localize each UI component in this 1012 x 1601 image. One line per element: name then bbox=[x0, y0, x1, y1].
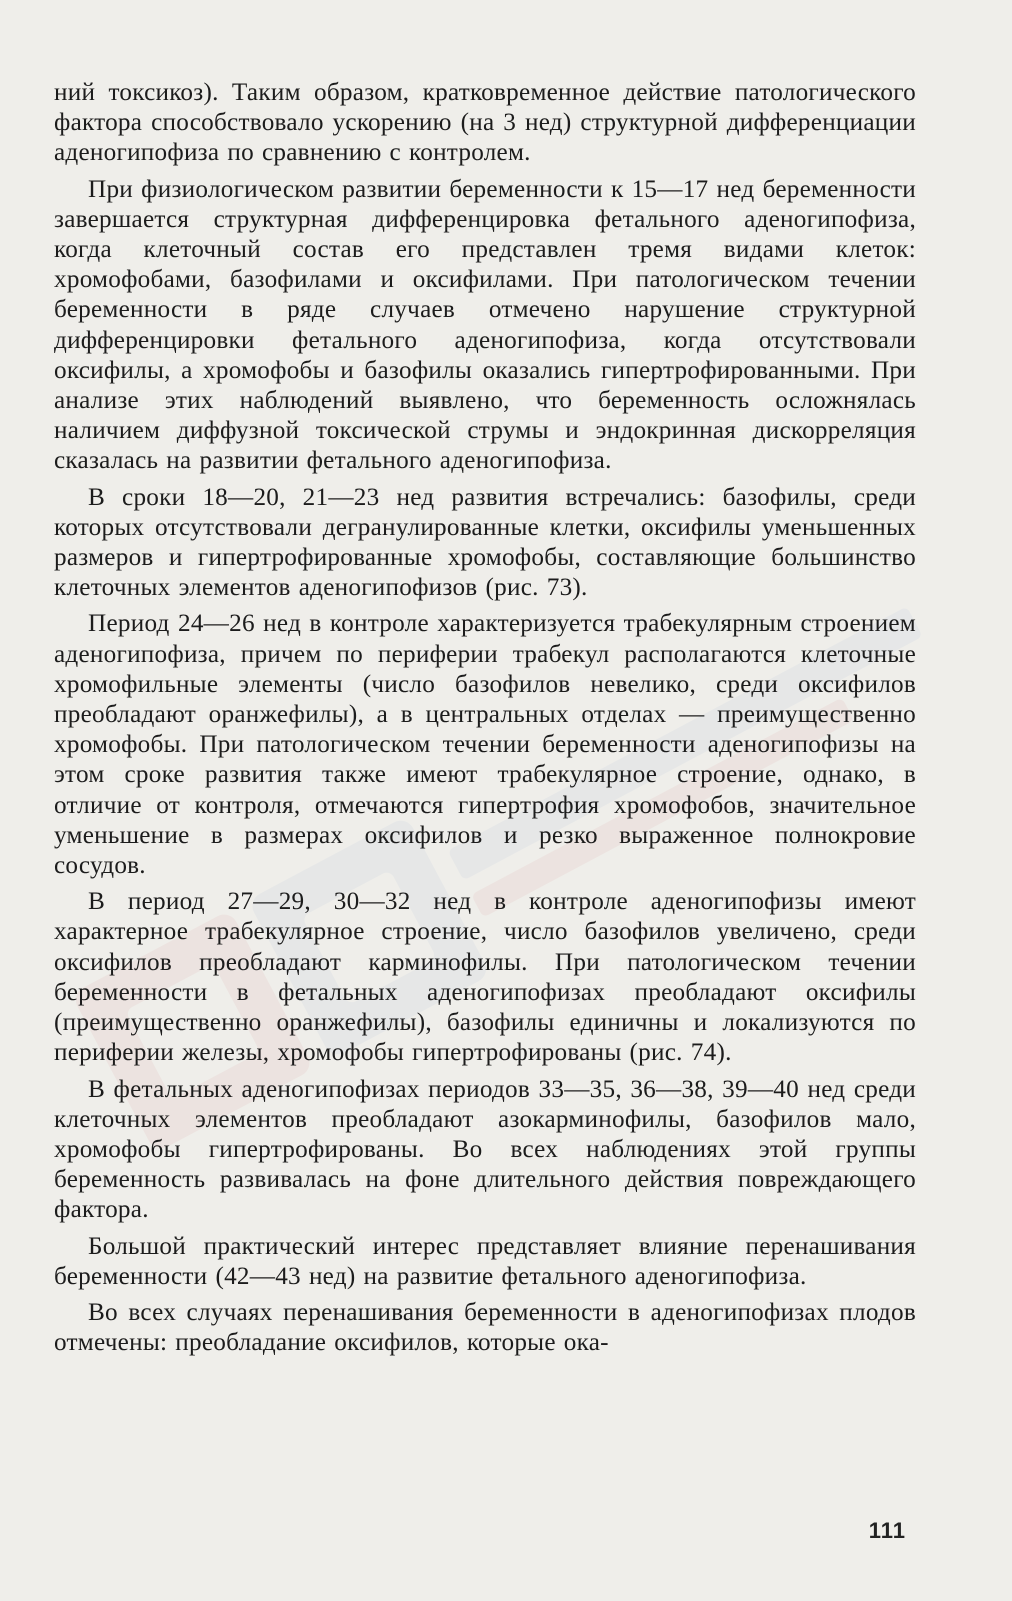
page-text bbox=[54, 78, 916, 1364]
paragraph-7: Большой практический интерес представляет влияние перенашивания беременности (42—43 нед) на развитие фетального аденогипофиза. bbox=[54, 1232, 916, 1290]
paragraph-2: При физиологическом развитии беременности к 15—17 нед беременности завершается структурная дифференцировка фетального аденогипофиза, когда клеточный состав его представлен тремя видами клеток: хромофобами, базофилами и оксифилами. При патологическом течении беременности в ряде случаев отмечено нарушение структурной дифференцировки фетального аденогипофиза, когда отсутствовали оксифилы, а хромофобы и базофилы оказались гипертрофированными. При анализе этих наблюдений выявлено, что беременность осложнялась наличием диффузной токсической струмы и эндокринная дискорреляция сказалась на развитии фетального аденогипофиза. bbox=[54, 175, 916, 475]
paragraph-3: В сроки 18—20, 21—23 нед развития встречались: базофилы, среди которых отсутствовали дегранулированные клетки, оксифилы уменьшенных размеров и гипертрофированные хромофобы, составляющие большинство клеточных элементов аденогипофизов (рис. 73). bbox=[54, 483, 916, 602]
paragraph-1: ний токсикоз). Таким образом, кратковременное действие патологического фактора способствовало ускорению (на 3 нед) структурной дифференциации аденогипофиза по сравнению с контролем. bbox=[54, 79, 916, 167]
paragraph-8: Во всех случаях перенашивания беременности в аденогипофизах плодов отмечены: преобладание оксифилов, которые ока- bbox=[54, 1298, 916, 1357]
paragraph-4: Период 24—26 нед в контроле характеризуется трабекулярным строением аденогипофиза, причем по периферии трабекул располагаются клеточные хромофильные элементы (число базофилов невелико, среди оксифилов преобладают оранжефилы), а в центральных отделах — преимущественно хромофобы. При патологическом течении беременности аденогипофизы на этом сроке развития также имеют трабекулярное строение, однако, в отличие от контроля, отмечаются гипертрофия хромофобов, значительное уменьшение в размерах оксифилов и резко выраженное полнокровие сосудов. bbox=[54, 610, 916, 880]
paragraph-5: В период 27—29, 30—32 нед в контроле аденогипофизы имеют характерное трабекулярное строение, число базофилов увеличено, среди оксифилов преобладают карминофилы. При патологическом течении беременности в фетальных аденогипофизах преобладают оксифилы (преимущественно оранжефилы), базофилы единичны и локализуются по периферии железы, хромофобы гипертрофированы (рис. 74). bbox=[54, 888, 916, 1067]
page-number: 111 bbox=[868, 1518, 906, 1543]
paragraph-6: В фетальных аденогипофизах периодов 33—35, 36—38, 39—40 нед среди клеточных элементов преобладают азокарминофилы, базофилов мало, хромофобы гипертрофированы. Во всех наблюдениях этой группы беременность развивалась на фоне длительного действия повреждающего фактора. bbox=[54, 1075, 916, 1224]
